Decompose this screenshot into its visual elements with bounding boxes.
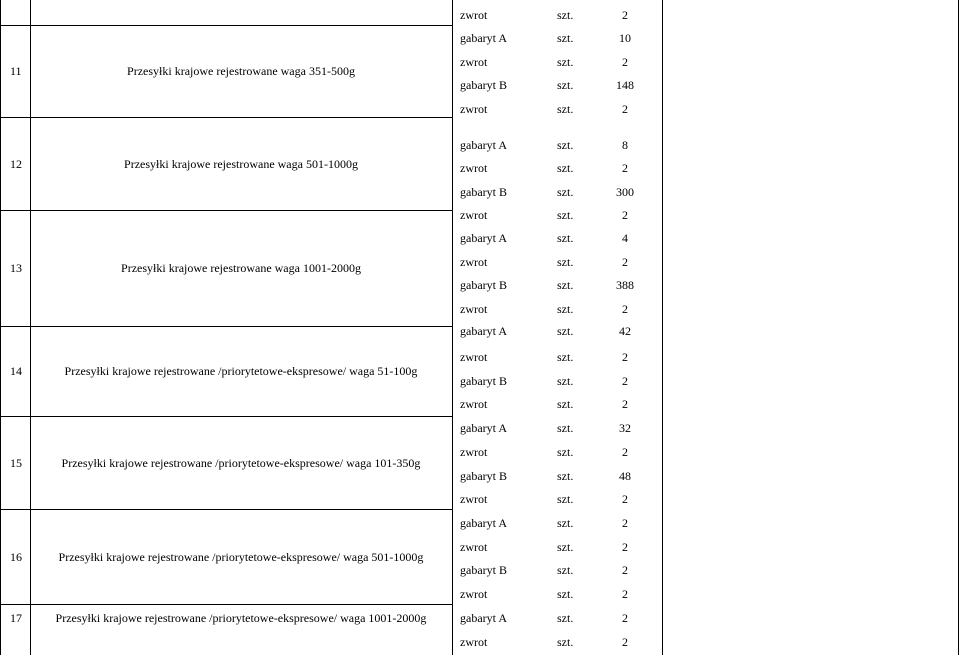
row-number: 15	[10, 455, 22, 470]
row-number: 12	[10, 156, 22, 171]
line-kind: zwrot	[460, 492, 488, 506]
line-kind: zwrot	[460, 350, 488, 364]
line-quantity: 2	[622, 587, 628, 601]
line-quantity: 2	[622, 8, 628, 22]
line-unit: szt.	[557, 445, 574, 459]
line-quantity: 8	[622, 138, 628, 152]
line-kind: gabaryt A	[460, 516, 507, 530]
row-divider	[0, 326, 452, 327]
line-quantity: 2	[622, 208, 628, 222]
line-kind: zwrot	[460, 445, 488, 459]
line-kind: zwrot	[460, 208, 488, 222]
line-quantity: 2	[622, 302, 628, 316]
line-quantity: 2	[622, 563, 628, 577]
line-kind: zwrot	[460, 161, 488, 175]
line-unit: szt.	[557, 397, 574, 411]
line-kind: zwrot	[460, 102, 488, 116]
line-kind: gabaryt B	[460, 185, 507, 199]
line-quantity: 2	[622, 492, 628, 506]
row-description: Przesyłki krajowe rejestrowane /priorytetowe-ekspresowe/ waga 101-350g	[61, 455, 421, 470]
line-quantity: 2	[622, 255, 628, 269]
line-quantity: 2	[622, 635, 628, 649]
line-kind: zwrot	[460, 635, 488, 649]
line-quantity: 300	[616, 185, 634, 199]
line-quantity: 2	[622, 611, 628, 625]
line-kind: zwrot	[460, 255, 488, 269]
line-unit: szt.	[557, 185, 574, 199]
line-quantity: 2	[622, 445, 628, 459]
line-quantity: 32	[619, 421, 631, 435]
line-unit: szt.	[557, 8, 574, 22]
line-unit: szt.	[557, 102, 574, 116]
line-unit: szt.	[557, 231, 574, 245]
row-divider	[0, 210, 452, 211]
line-kind: gabaryt A	[460, 31, 507, 45]
row-number: 17	[10, 611, 22, 625]
line-unit: szt.	[557, 492, 574, 506]
line-unit: szt.	[557, 302, 574, 316]
line-kind: gabaryt A	[460, 231, 507, 245]
line-unit: szt.	[557, 563, 574, 577]
line-quantity: 388	[616, 278, 634, 292]
line-unit: szt.	[557, 55, 574, 69]
line-kind: gabaryt A	[460, 138, 507, 152]
line-quantity: 2	[622, 102, 628, 116]
border-right	[958, 0, 959, 655]
row-description: Przesyłki krajowe rejestrowane waga 501-1000g	[124, 156, 358, 171]
row-number: 14	[10, 364, 22, 378]
line-unit: szt.	[557, 278, 574, 292]
row-number: 16	[10, 549, 22, 564]
line-kind: gabaryt B	[460, 78, 507, 92]
line-unit: szt.	[557, 161, 574, 175]
line-unit: szt.	[557, 78, 574, 92]
line-kind: zwrot	[460, 587, 488, 601]
line-quantity: 10	[619, 31, 631, 45]
row-description: Przesyłki krajowe rejestrowane /priorytetowe-ekspresowe/ waga 501-1000g	[58, 549, 424, 564]
row-divider	[0, 117, 452, 118]
line-unit: szt.	[557, 469, 574, 483]
line-unit: szt.	[557, 611, 574, 625]
line-quantity: 148	[616, 78, 634, 92]
row-divider	[0, 416, 452, 417]
line-kind: gabaryt B	[460, 374, 507, 388]
line-kind: gabaryt B	[460, 563, 507, 577]
row-description: Przesyłki krajowe rejestrowane /priorytetowe-ekspresowe/ waga 51-100g	[64, 364, 418, 378]
line-quantity: 4	[622, 231, 628, 245]
line-unit: szt.	[557, 324, 574, 338]
column-divider	[452, 0, 453, 655]
line-unit: szt.	[557, 587, 574, 601]
line-kind: gabaryt B	[460, 278, 507, 292]
line-unit: szt.	[557, 350, 574, 364]
row-number: 11	[10, 64, 22, 78]
line-unit: szt.	[557, 31, 574, 45]
line-unit: szt.	[557, 516, 574, 530]
line-kind: zwrot	[460, 540, 488, 554]
line-quantity: 2	[622, 397, 628, 411]
line-quantity: 2	[622, 540, 628, 554]
line-unit: szt.	[557, 421, 574, 435]
line-quantity: 2	[622, 55, 628, 69]
line-kind: zwrot	[460, 302, 488, 316]
row-number: 13	[10, 261, 22, 275]
line-unit: szt.	[557, 255, 574, 269]
line-kind: zwrot	[460, 8, 488, 22]
row-description: Przesyłki krajowe rejestrowane waga 1001-2000g	[121, 261, 361, 275]
line-kind: zwrot	[460, 55, 488, 69]
line-kind: gabaryt A	[460, 324, 507, 338]
line-unit: szt.	[557, 635, 574, 649]
line-unit: szt.	[557, 540, 574, 554]
line-kind: gabaryt A	[460, 421, 507, 435]
line-quantity: 42	[619, 324, 631, 338]
line-unit: szt.	[557, 138, 574, 152]
row-divider	[0, 25, 452, 26]
row-divider	[0, 604, 452, 605]
line-kind: gabaryt B	[460, 469, 507, 483]
line-quantity: 2	[622, 350, 628, 364]
column-divider	[662, 0, 663, 655]
line-quantity: 48	[619, 469, 631, 483]
line-unit: szt.	[557, 208, 574, 222]
line-kind: gabaryt A	[460, 611, 507, 625]
line-quantity: 2	[622, 374, 628, 388]
line-quantity: 2	[622, 516, 628, 530]
row-description: Przesyłki krajowe rejestrowane waga 351-500g	[127, 64, 355, 78]
line-unit: szt.	[557, 374, 574, 388]
line-kind: zwrot	[460, 397, 488, 411]
row-divider	[0, 509, 452, 510]
line-quantity: 2	[622, 161, 628, 175]
row-description: Przesyłki krajowe rejestrowane /priorytetowe-ekspresowe/ waga 1001-2000g	[55, 611, 427, 625]
border-left	[0, 0, 1, 655]
